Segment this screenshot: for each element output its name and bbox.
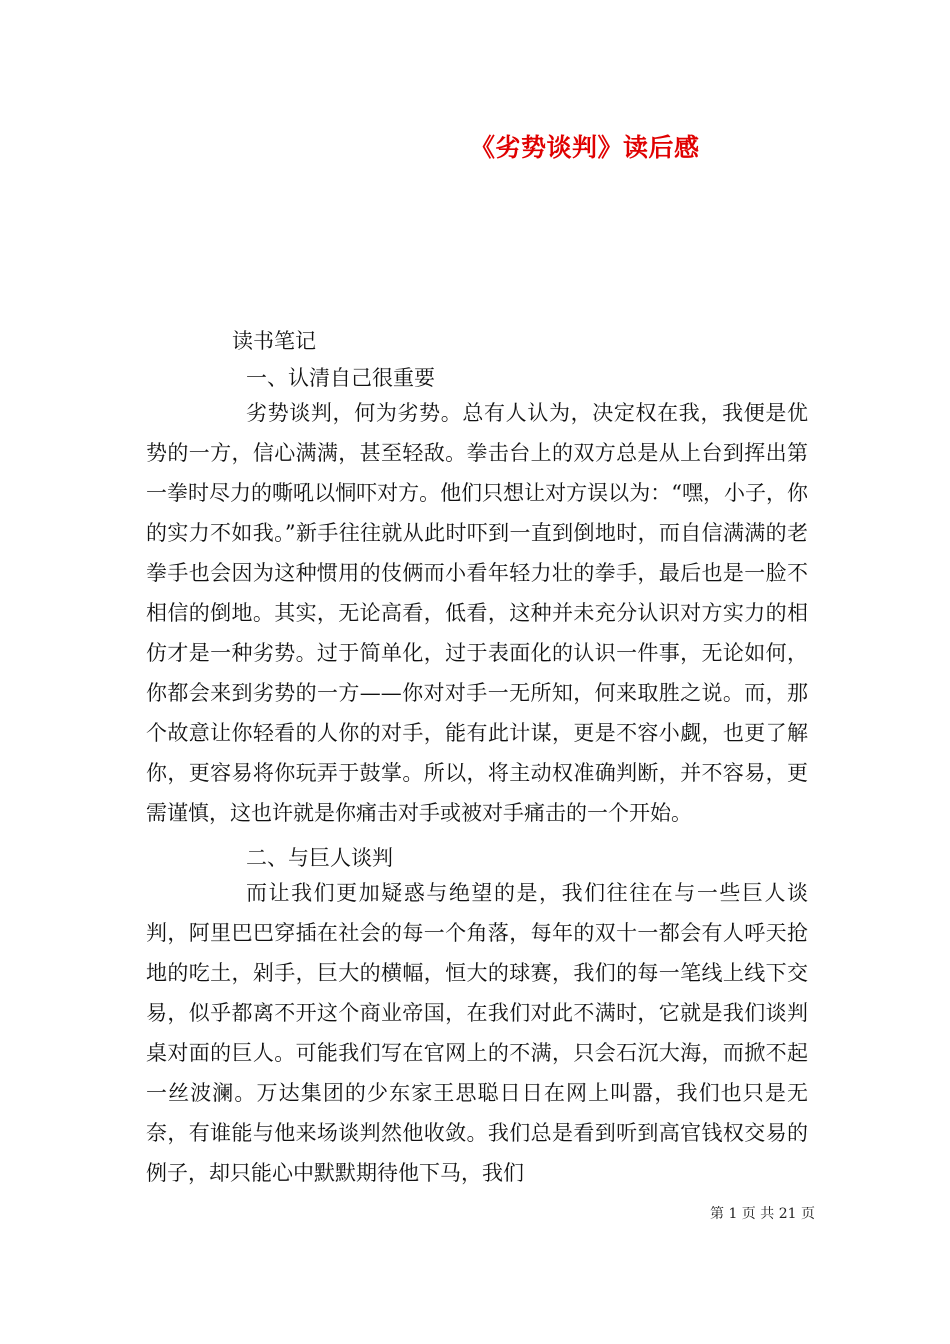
- section-paragraph-1: 劣势谈判，何为劣势。总有人认为，决定权在我，我便是优势的一方，信心满满，甚至轻敌。拳击台上的双方总是从上台到挥出第一拳时尽力的嘶吼以恫吓对方。他们只想让对方误以为：“嘿，小子，你的实力不如我。”新手往往就从此时吓到一直到倒地时，而自信满满的老拳手也会因为这种惯用的伎俩而小看年轻力壮的拳手，最后也是一脸不相信的倒地。其实，无论高看，低看，这种并未充分认识对方实力的相仿才是一种劣势。过于简单化，过于表面化的认识一件事，无论如何，你都会来到劣势的一方——你对对手一无所知，何来取胜之说。而，那个故意让你轻看的人你的对手，能有此计谋，更是不容小觑，也更了解你，更容易将你玩弄于鼓掌。所以，将主动权准确判断，并不容易，更需谨慎，这也许就是你痛击对手或被对手痛击的一个开始。: [146, 401, 808, 825]
- notes-label: 读书笔记: [232, 329, 316, 353]
- page-number-footer: 第 1 页 共 21 页: [710, 1206, 815, 1222]
- document-title: 《劣势谈判》读后感: [470, 133, 700, 162]
- section-heading-2: 二、与巨人谈判: [246, 846, 393, 870]
- section-heading-1: 一、认清自己很重要: [246, 366, 435, 390]
- section-paragraph-2: 而让我们更加疑惑与绝望的是，我们往往在与一些巨人谈判，阿里巴巴穿插在社会的每一个角落，每年的双十一都会有人呼天抢地的吃土，剁手，巨大的横幅，恒大的球赛，我们的每一笔线上线下交易，似乎都离不开这个商业帝国，在我们对此不满时，它就是我们谈判桌对面的巨人。可能我们写在官网上的不满，只会石沉大海，而掀不起一丝波澜。万达集团的少东家王思聪日日在网上叫嚣，我们也只是无奈，有谁能与他来场谈判然他收敛。我们总是看到听到高官钱权交易的例子，却只能心中默默期待他下马，我们: [146, 881, 808, 1185]
